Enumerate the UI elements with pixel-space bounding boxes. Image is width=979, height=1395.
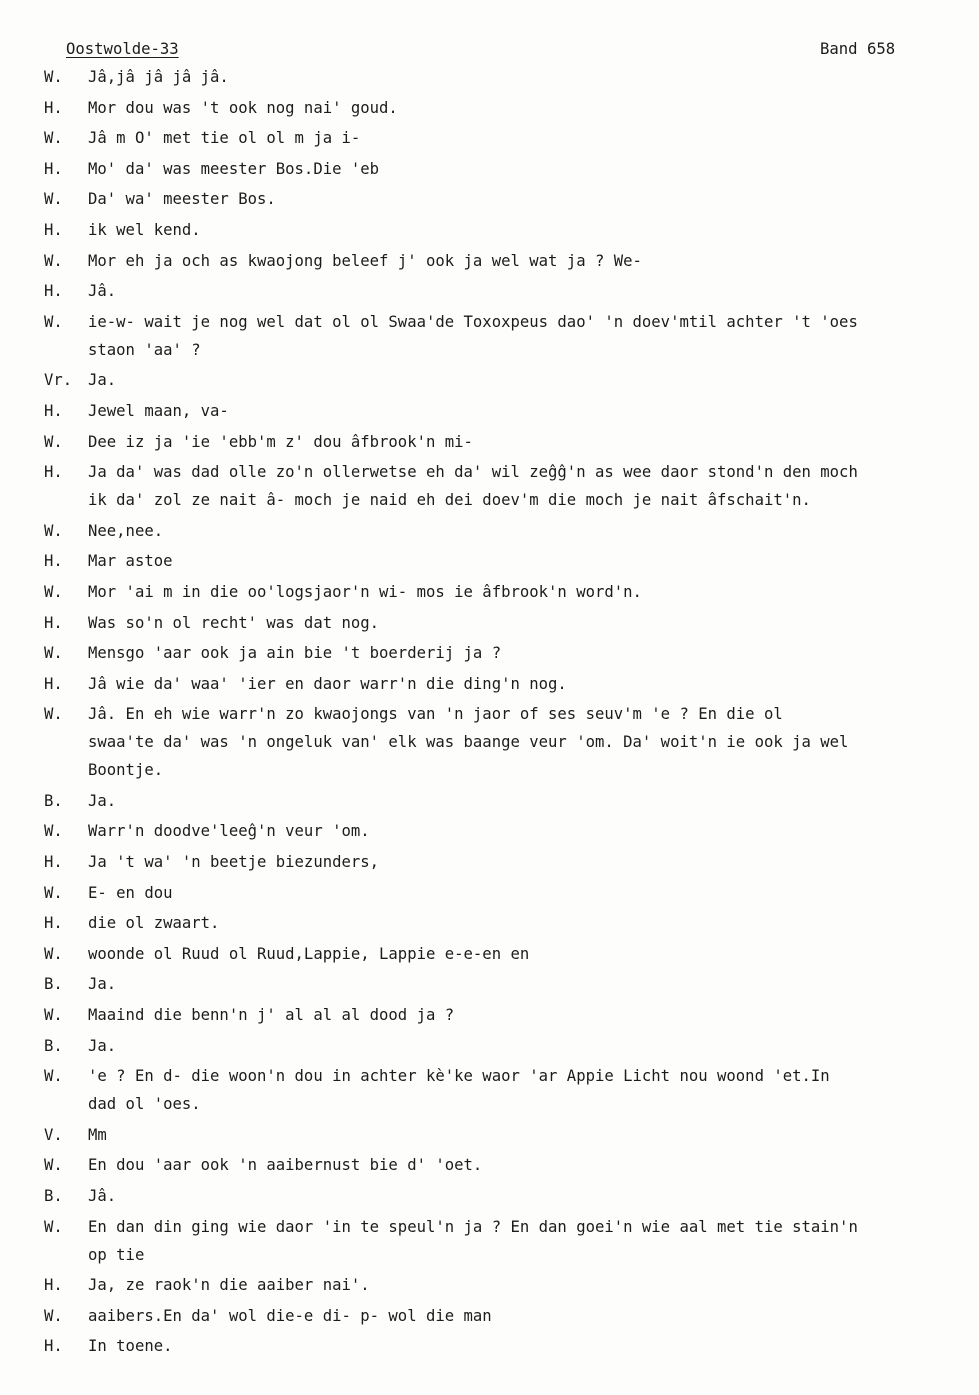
utterance-text: Ja. [88, 975, 117, 994]
document-title: Oostwolde-33 [66, 40, 179, 58]
transcript-line [44, 853, 974, 884]
utterance-text: Ja da' was dad olle zo'n ollerwetse eh da' wil zeĝĝ'n as wee daor stond'n den moch [88, 463, 858, 482]
speaker-label: H. [44, 463, 63, 482]
speaker-label: H. [44, 159, 63, 178]
utterance-text: Mm [88, 1125, 107, 1144]
utterance-text: Mor dou was 't ook nog nai' goud. [88, 98, 398, 117]
speaker-label: Vr. [44, 371, 73, 390]
transcript-line [44, 129, 974, 160]
utterance-text: En dou 'aar ook 'n aaibernust bie d' 'oet. [88, 1156, 483, 1175]
transcript-line [44, 792, 974, 823]
utterance-text: die ol zwaart. [88, 914, 220, 933]
speaker-label: W. [44, 705, 63, 724]
transcript-line [44, 522, 974, 553]
transcript-line [44, 221, 974, 252]
transcript-line [44, 884, 974, 915]
utterance-text: op tie [88, 1245, 145, 1264]
speaker-label: W. [44, 432, 63, 451]
speaker-label: W. [44, 883, 63, 902]
speaker-label: H. [44, 674, 63, 693]
transcript-line [44, 402, 974, 433]
transcript-line-continuation [44, 733, 974, 761]
transcript-line [44, 1006, 974, 1037]
utterance-text: Nee,nee. [88, 521, 164, 540]
transcript-line [44, 190, 974, 221]
transcript-line [44, 282, 974, 313]
speaker-label: W. [44, 1067, 63, 1086]
utterance-text: En dan din ging wie daor 'in te speul'n ja ? En dan goei'n wie aal met tie stain'n [88, 1217, 858, 1236]
transcript-line [44, 1218, 974, 1246]
speaker-label: B. [44, 975, 63, 994]
transcript-line [44, 1037, 974, 1068]
speaker-label: W. [44, 582, 63, 601]
utterance-text: aaibers.En da' wol die-e di- p- wol die man [88, 1306, 492, 1325]
utterance-text: Mar astoe [88, 552, 173, 571]
utterance-text: Was so'n ol recht' was dat nog. [88, 613, 380, 632]
transcript-line [44, 614, 974, 645]
utterance-text: Dee iz ja 'ie 'ebb'm z' dou âfbrook'n mi- [88, 432, 473, 451]
speaker-label: H. [44, 220, 63, 239]
transcript-line [44, 68, 974, 99]
transcript-line [44, 433, 974, 464]
band-number: Band 658 [820, 40, 896, 58]
utterance-text: Mor 'ai m in die oo'logsjaor'n wi- mos ie âfbrook'n word'n. [88, 582, 642, 601]
transcript-line [44, 975, 974, 1006]
transcript-line [44, 1276, 974, 1307]
utterance-text: dad ol 'oes. [88, 1095, 201, 1114]
utterance-text: Jâ. [88, 1187, 117, 1205]
transcript-line [44, 371, 974, 402]
speaker-label: W. [44, 644, 63, 663]
transcript-line-continuation [44, 1095, 974, 1126]
speaker-label: V. [44, 1125, 63, 1144]
utterance-text: Warr'n doodve'leeĝ'n veur 'om. [88, 822, 370, 841]
transcript-line [44, 552, 974, 583]
transcript-line-continuation [44, 1246, 974, 1277]
speaker-label: W. [44, 1217, 63, 1236]
speaker-label: H. [44, 552, 63, 571]
utterance-text: Ja 't wa' 'n beetje biezunders, [88, 853, 380, 872]
speaker-label: W. [44, 1306, 63, 1325]
utterance-text: Jewel maan, va- [88, 401, 229, 420]
speaker-label: H. [44, 1276, 63, 1295]
utterance-text: Ja. [88, 1036, 117, 1055]
utterance-text: Da' wa' meester Bos. [88, 190, 276, 209]
transcript-line [44, 822, 974, 853]
speaker-label: H. [44, 282, 63, 301]
speaker-label: W. [44, 312, 63, 331]
utterance-text: Jâ wie da' waa' 'ier en daor warr'n die ding'n nog. [88, 674, 567, 693]
utterance-text: Jâ. En eh wie warr'n zo kwaojongs van 'n jaor of ses seuv'm 'e ? En die ol [88, 705, 783, 724]
transcript-line [44, 914, 974, 945]
transcript-line [44, 1126, 974, 1157]
utterance-text: woonde ol Ruud ol Ruud,Lappie, Lappie e-e-en en [88, 944, 530, 963]
speaker-label: W. [44, 944, 63, 963]
utterance-text: In toene. [88, 1337, 173, 1356]
transcript-line [44, 1307, 974, 1338]
transcript-line [44, 583, 974, 614]
transcript-line-continuation [44, 341, 974, 372]
transcript-line [44, 313, 974, 341]
utterance-text: E- en dou [88, 883, 173, 902]
speaker-label: W. [44, 251, 63, 270]
utterance-text: Mor eh ja och as kwaojong beleef j' ook ja wel wat ja ? We- [88, 251, 642, 270]
speaker-label: W. [44, 521, 63, 540]
utterance-text: Mensgo 'aar ook ja ain bie 't boerderij ja ? [88, 644, 502, 663]
transcript-line [44, 675, 974, 706]
speaker-label: H. [44, 1337, 63, 1356]
transcript-line [44, 1337, 974, 1368]
utterance-text: ik wel kend. [88, 220, 201, 239]
speaker-label: W. [44, 1156, 63, 1175]
utterance-text: Jâ,jâ jâ jâ jâ. [88, 68, 229, 86]
utterance-text: swaa'te da' was 'n ongeluk van' elk was baange veur 'om. Da' woit'n ie ook ja wel [88, 733, 849, 752]
speaker-label: W. [44, 68, 63, 86]
utterance-text: Ja, ze raok'n die aaiber nai'. [88, 1276, 370, 1295]
utterance-text: 'e ? En d- die woon'n dou in achter kè'ke waor 'ar Appie Licht nou woond 'et.In [88, 1067, 830, 1086]
speaker-label: H. [44, 853, 63, 872]
transcript-line [44, 705, 974, 733]
transcript-line [44, 644, 974, 675]
transcript-body [44, 68, 974, 1368]
speaker-label: B. [44, 791, 63, 810]
utterance-text: Ja. [88, 371, 117, 390]
transcript-line-continuation [44, 761, 974, 792]
transcript-line [44, 252, 974, 283]
utterance-text: Mo' da' was meester Bos.Die 'eb [88, 159, 380, 178]
speaker-label: W. [44, 1006, 63, 1025]
transcript-line [44, 1187, 974, 1218]
utterance-text: Ja. [88, 791, 117, 810]
speaker-label: W. [44, 190, 63, 209]
utterance-text: Maaind die benn'n j' al al al dood ja ? [88, 1006, 455, 1025]
speaker-label: H. [44, 613, 63, 632]
speaker-label: B. [44, 1187, 63, 1205]
transcript-line [44, 463, 974, 491]
transcript-line-continuation [44, 491, 974, 522]
utterance-text: staon 'aa' ? [88, 340, 201, 359]
utterance-text: Jâ m O' met tie ol ol m ja i- [88, 129, 361, 148]
transcript-line [44, 1067, 974, 1095]
transcript-line [44, 1156, 974, 1187]
speaker-label: H. [44, 401, 63, 420]
utterance-text: Boontje. [88, 761, 164, 780]
transcript-line [44, 945, 974, 976]
utterance-text: ik da' zol ze nait â- moch je naid eh dei doev'm die moch je nait âfschait'n. [88, 491, 811, 510]
transcript-line [44, 160, 974, 191]
speaker-label: H. [44, 914, 63, 933]
transcript-line [44, 99, 974, 130]
speaker-label: W. [44, 129, 63, 148]
speaker-label: H. [44, 98, 63, 117]
speaker-label: B. [44, 1036, 63, 1055]
utterance-text: ie-w- wait je nog wel dat ol ol Swaa'de Toxoxpeus dao' 'n doev'mtil achter 't 'oes [88, 312, 858, 331]
utterance-text: Jâ. [88, 282, 117, 301]
speaker-label: W. [44, 822, 63, 841]
